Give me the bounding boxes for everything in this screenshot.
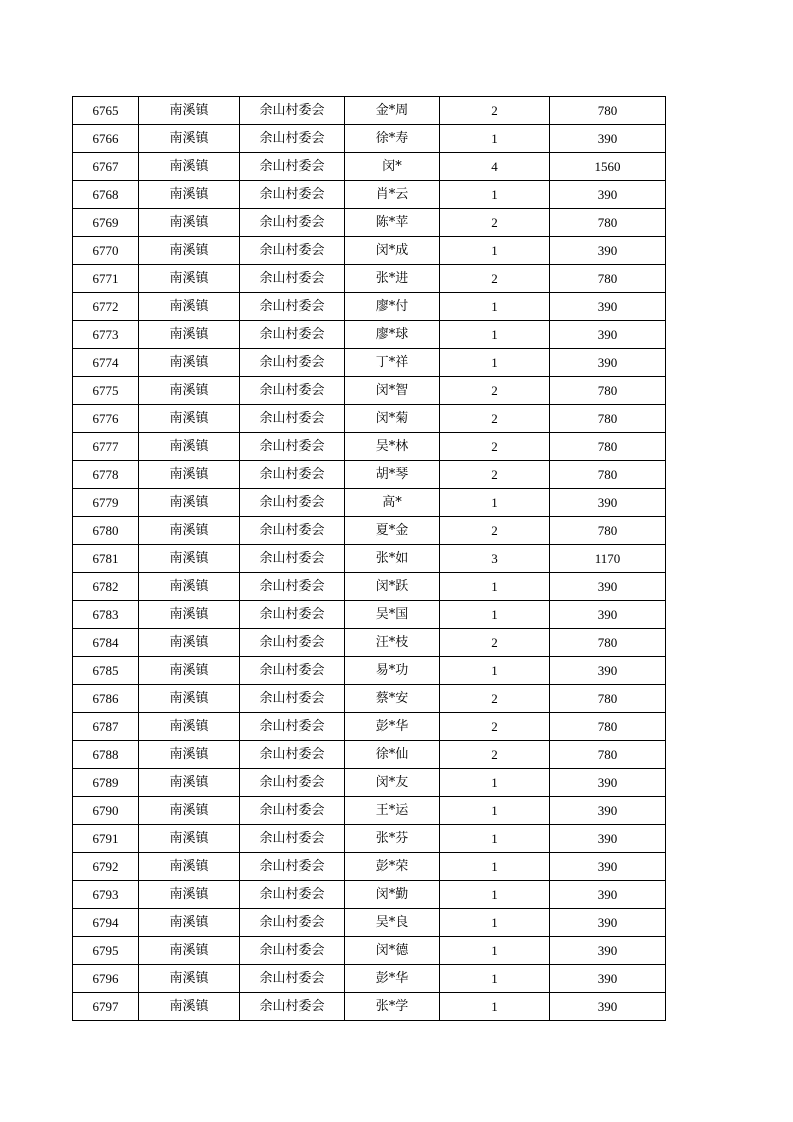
village-cell: 余山村委会 — [240, 293, 345, 321]
village-cell: 余山村委会 — [240, 125, 345, 153]
row-number-cell: 6770 — [73, 237, 139, 265]
amount-cell: 390 — [550, 489, 666, 517]
village-cell: 余山村委会 — [240, 265, 345, 293]
person-name-cell: 廖*付 — [345, 293, 440, 321]
person-name-cell: 闵*跃 — [345, 573, 440, 601]
table-row — [73, 825, 666, 853]
household-count-cell: 1 — [440, 573, 550, 601]
amount-cell: 390 — [550, 321, 666, 349]
village-cell: 余山村委会 — [240, 825, 345, 853]
village-cell: 余山村委会 — [240, 937, 345, 965]
amount-cell: 390 — [550, 965, 666, 993]
table-row — [73, 769, 666, 797]
household-count-cell: 1 — [440, 181, 550, 209]
person-name-cell: 闵* — [345, 153, 440, 181]
amount-cell: 390 — [550, 881, 666, 909]
town-cell: 南溪镇 — [139, 209, 240, 237]
row-number-cell: 6773 — [73, 321, 139, 349]
person-name-cell: 夏*金 — [345, 517, 440, 545]
household-count-cell: 1 — [440, 937, 550, 965]
row-number-cell: 6792 — [73, 853, 139, 881]
row-number-cell: 6783 — [73, 601, 139, 629]
town-cell: 南溪镇 — [139, 825, 240, 853]
town-cell: 南溪镇 — [139, 517, 240, 545]
person-name-cell: 张*芬 — [345, 825, 440, 853]
row-number-cell: 6771 — [73, 265, 139, 293]
village-cell: 余山村委会 — [240, 881, 345, 909]
person-name-cell: 闵*勤 — [345, 881, 440, 909]
row-number-cell: 6791 — [73, 825, 139, 853]
amount-cell: 780 — [550, 377, 666, 405]
amount-cell: 390 — [550, 293, 666, 321]
person-name-cell: 徐*寿 — [345, 125, 440, 153]
town-cell: 南溪镇 — [139, 265, 240, 293]
row-number-cell: 6779 — [73, 489, 139, 517]
row-number-cell: 6780 — [73, 517, 139, 545]
amount-cell: 780 — [550, 209, 666, 237]
household-count-cell: 1 — [440, 797, 550, 825]
table-row — [73, 461, 666, 489]
town-cell: 南溪镇 — [139, 573, 240, 601]
row-number-cell: 6790 — [73, 797, 139, 825]
table-row — [73, 97, 666, 125]
town-cell: 南溪镇 — [139, 853, 240, 881]
person-name-cell: 张*学 — [345, 993, 440, 1021]
amount-cell: 390 — [550, 909, 666, 937]
row-number-cell: 6789 — [73, 769, 139, 797]
village-cell: 余山村委会 — [240, 377, 345, 405]
amount-cell: 780 — [550, 461, 666, 489]
household-count-cell: 1 — [440, 601, 550, 629]
household-count-cell: 2 — [440, 97, 550, 125]
row-number-cell: 6784 — [73, 629, 139, 657]
amount-cell: 1560 — [550, 153, 666, 181]
village-cell: 余山村委会 — [240, 853, 345, 881]
person-name-cell: 彭*荣 — [345, 853, 440, 881]
table-row — [73, 489, 666, 517]
person-name-cell: 张*如 — [345, 545, 440, 573]
town-cell: 南溪镇 — [139, 237, 240, 265]
row-number-cell: 6793 — [73, 881, 139, 909]
village-cell: 余山村委会 — [240, 657, 345, 685]
table-row — [73, 349, 666, 377]
household-count-cell: 2 — [440, 685, 550, 713]
person-name-cell: 彭*华 — [345, 965, 440, 993]
household-count-cell: 1 — [440, 237, 550, 265]
row-number-cell: 6772 — [73, 293, 139, 321]
table-row — [73, 321, 666, 349]
village-cell: 余山村委会 — [240, 349, 345, 377]
village-cell: 余山村委会 — [240, 517, 345, 545]
amount-cell: 390 — [550, 573, 666, 601]
table-row — [73, 517, 666, 545]
table-row — [73, 657, 666, 685]
row-number-cell: 6797 — [73, 993, 139, 1021]
town-cell: 南溪镇 — [139, 181, 240, 209]
table-row — [73, 181, 666, 209]
amount-cell: 780 — [550, 713, 666, 741]
household-count-cell: 2 — [440, 461, 550, 489]
household-count-cell: 2 — [440, 517, 550, 545]
amount-cell: 780 — [550, 265, 666, 293]
table-row — [73, 377, 666, 405]
table-row — [73, 937, 666, 965]
row-number-cell: 6767 — [73, 153, 139, 181]
person-name-cell: 彭*华 — [345, 713, 440, 741]
amount-cell: 390 — [550, 125, 666, 153]
village-cell: 余山村委会 — [240, 405, 345, 433]
town-cell: 南溪镇 — [139, 797, 240, 825]
table-row — [73, 153, 666, 181]
person-name-cell: 汪*枝 — [345, 629, 440, 657]
town-cell: 南溪镇 — [139, 993, 240, 1021]
household-count-cell: 1 — [440, 293, 550, 321]
row-number-cell: 6796 — [73, 965, 139, 993]
person-name-cell: 吴*林 — [345, 433, 440, 461]
row-number-cell: 6782 — [73, 573, 139, 601]
amount-cell: 390 — [550, 181, 666, 209]
row-number-cell: 6775 — [73, 377, 139, 405]
person-name-cell: 闵*智 — [345, 377, 440, 405]
amount-cell: 390 — [550, 657, 666, 685]
row-number-cell: 6785 — [73, 657, 139, 685]
town-cell: 南溪镇 — [139, 601, 240, 629]
amount-cell: 780 — [550, 517, 666, 545]
village-cell: 余山村委会 — [240, 769, 345, 797]
town-cell: 南溪镇 — [139, 881, 240, 909]
village-cell: 余山村委会 — [240, 321, 345, 349]
village-cell: 余山村委会 — [240, 181, 345, 209]
row-number-cell: 6778 — [73, 461, 139, 489]
town-cell: 南溪镇 — [139, 153, 240, 181]
row-number-cell: 6765 — [73, 97, 139, 125]
table-row — [73, 713, 666, 741]
person-name-cell: 吴*良 — [345, 909, 440, 937]
household-count-cell: 2 — [440, 741, 550, 769]
town-cell: 南溪镇 — [139, 769, 240, 797]
table-row — [73, 993, 666, 1021]
amount-cell: 780 — [550, 741, 666, 769]
town-cell: 南溪镇 — [139, 937, 240, 965]
person-name-cell: 丁*祥 — [345, 349, 440, 377]
person-name-cell: 蔡*安 — [345, 685, 440, 713]
person-name-cell: 陈*苹 — [345, 209, 440, 237]
household-count-cell: 1 — [440, 965, 550, 993]
table-row — [73, 545, 666, 573]
household-count-cell: 1 — [440, 853, 550, 881]
household-count-cell: 1 — [440, 349, 550, 377]
table-row — [73, 293, 666, 321]
household-count-cell: 2 — [440, 433, 550, 461]
village-cell: 余山村委会 — [240, 993, 345, 1021]
amount-cell: 390 — [550, 993, 666, 1021]
person-name-cell: 廖*球 — [345, 321, 440, 349]
household-count-cell: 2 — [440, 713, 550, 741]
household-count-cell: 1 — [440, 769, 550, 797]
table-row — [73, 125, 666, 153]
row-number-cell: 6781 — [73, 545, 139, 573]
amount-cell: 390 — [550, 937, 666, 965]
person-name-cell: 闵*成 — [345, 237, 440, 265]
amount-cell: 390 — [550, 601, 666, 629]
person-name-cell: 吴*国 — [345, 601, 440, 629]
person-name-cell: 胡*琴 — [345, 461, 440, 489]
town-cell: 南溪镇 — [139, 489, 240, 517]
person-name-cell: 金*周 — [345, 97, 440, 125]
household-count-cell: 1 — [440, 881, 550, 909]
amount-cell: 390 — [550, 797, 666, 825]
town-cell: 南溪镇 — [139, 741, 240, 769]
row-number-cell: 6794 — [73, 909, 139, 937]
table-row — [73, 237, 666, 265]
person-name-cell: 徐*仙 — [345, 741, 440, 769]
person-name-cell: 张*进 — [345, 265, 440, 293]
village-cell: 余山村委会 — [240, 573, 345, 601]
household-count-cell: 1 — [440, 321, 550, 349]
household-count-cell: 1 — [440, 825, 550, 853]
town-cell: 南溪镇 — [139, 405, 240, 433]
amount-cell: 390 — [550, 853, 666, 881]
row-number-cell: 6766 — [73, 125, 139, 153]
village-cell: 余山村委会 — [240, 909, 345, 937]
amount-cell: 390 — [550, 237, 666, 265]
amount-cell: 390 — [550, 349, 666, 377]
town-cell: 南溪镇 — [139, 125, 240, 153]
table-row — [73, 265, 666, 293]
row-number-cell: 6774 — [73, 349, 139, 377]
amount-cell: 390 — [550, 769, 666, 797]
amount-cell: 780 — [550, 433, 666, 461]
household-count-cell: 2 — [440, 629, 550, 657]
household-count-cell: 1 — [440, 993, 550, 1021]
table-row — [73, 601, 666, 629]
amount-cell: 780 — [550, 629, 666, 657]
town-cell: 南溪镇 — [139, 629, 240, 657]
household-count-cell: 1 — [440, 657, 550, 685]
village-cell: 余山村委会 — [240, 797, 345, 825]
village-cell: 余山村委会 — [240, 545, 345, 573]
table-row — [73, 797, 666, 825]
village-cell: 余山村委会 — [240, 685, 345, 713]
household-count-cell: 1 — [440, 489, 550, 517]
table-row — [73, 853, 666, 881]
village-cell: 余山村委会 — [240, 461, 345, 489]
roster-table — [72, 96, 666, 1021]
village-cell: 余山村委会 — [240, 629, 345, 657]
amount-cell: 780 — [550, 685, 666, 713]
village-cell: 余山村委会 — [240, 741, 345, 769]
row-number-cell: 6788 — [73, 741, 139, 769]
table-row — [73, 881, 666, 909]
table-row — [73, 909, 666, 937]
town-cell: 南溪镇 — [139, 293, 240, 321]
table-row — [73, 433, 666, 461]
row-number-cell: 6768 — [73, 181, 139, 209]
village-cell: 余山村委会 — [240, 209, 345, 237]
town-cell: 南溪镇 — [139, 433, 240, 461]
person-name-cell: 高* — [345, 489, 440, 517]
town-cell: 南溪镇 — [139, 657, 240, 685]
person-name-cell: 王*运 — [345, 797, 440, 825]
village-cell: 余山村委会 — [240, 713, 345, 741]
amount-cell: 780 — [550, 97, 666, 125]
household-count-cell: 1 — [440, 909, 550, 937]
household-count-cell: 2 — [440, 405, 550, 433]
row-number-cell: 6795 — [73, 937, 139, 965]
amount-cell: 1170 — [550, 545, 666, 573]
village-cell: 余山村委会 — [240, 237, 345, 265]
table-row — [73, 685, 666, 713]
table-row — [73, 741, 666, 769]
household-count-cell: 4 — [440, 153, 550, 181]
row-number-cell: 6776 — [73, 405, 139, 433]
town-cell: 南溪镇 — [139, 321, 240, 349]
row-number-cell: 6786 — [73, 685, 139, 713]
household-count-cell: 2 — [440, 265, 550, 293]
village-cell: 余山村委会 — [240, 97, 345, 125]
town-cell: 南溪镇 — [139, 377, 240, 405]
person-name-cell: 易*功 — [345, 657, 440, 685]
person-name-cell: 闵*友 — [345, 769, 440, 797]
town-cell: 南溪镇 — [139, 461, 240, 489]
town-cell: 南溪镇 — [139, 349, 240, 377]
amount-cell: 390 — [550, 825, 666, 853]
roster-table-body — [73, 97, 666, 1021]
person-name-cell: 闵*菊 — [345, 405, 440, 433]
person-name-cell: 肖*云 — [345, 181, 440, 209]
table-row — [73, 405, 666, 433]
town-cell: 南溪镇 — [139, 545, 240, 573]
row-number-cell: 6777 — [73, 433, 139, 461]
household-count-cell: 2 — [440, 377, 550, 405]
household-count-cell: 2 — [440, 209, 550, 237]
town-cell: 南溪镇 — [139, 713, 240, 741]
row-number-cell: 6787 — [73, 713, 139, 741]
household-count-cell: 3 — [440, 545, 550, 573]
village-cell: 余山村委会 — [240, 433, 345, 461]
table-row — [73, 965, 666, 993]
village-cell: 余山村委会 — [240, 489, 345, 517]
village-cell: 余山村委会 — [240, 965, 345, 993]
town-cell: 南溪镇 — [139, 685, 240, 713]
town-cell: 南溪镇 — [139, 97, 240, 125]
household-count-cell: 1 — [440, 125, 550, 153]
village-cell: 余山村委会 — [240, 601, 345, 629]
person-name-cell: 闵*德 — [345, 937, 440, 965]
row-number-cell: 6769 — [73, 209, 139, 237]
amount-cell: 780 — [550, 405, 666, 433]
table-row — [73, 573, 666, 601]
table-row — [73, 209, 666, 237]
town-cell: 南溪镇 — [139, 965, 240, 993]
town-cell: 南溪镇 — [139, 909, 240, 937]
village-cell: 余山村委会 — [240, 153, 345, 181]
table-row — [73, 629, 666, 657]
